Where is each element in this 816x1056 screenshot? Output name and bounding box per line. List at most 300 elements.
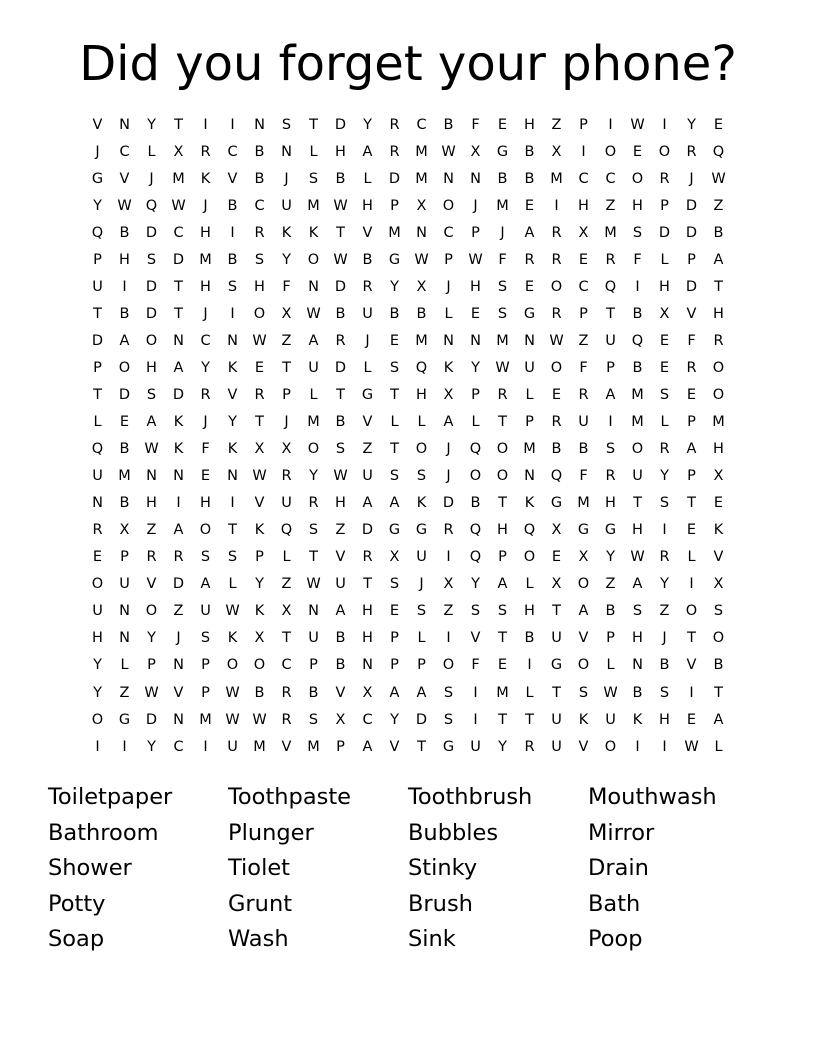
grid-letter: Y bbox=[93, 657, 102, 674]
grid-row bbox=[84, 111, 732, 138]
grid-letter: J bbox=[446, 468, 451, 485]
grid-letter: E bbox=[119, 414, 130, 431]
grid-letter: X bbox=[362, 684, 373, 701]
grid-letter: R bbox=[659, 441, 670, 458]
grid-letter: O bbox=[550, 359, 563, 376]
grid-letter: B bbox=[524, 170, 535, 187]
grid-letter: U bbox=[578, 414, 589, 431]
grid-letter: K bbox=[632, 711, 643, 728]
grid-letter: P bbox=[309, 657, 318, 674]
grid-letter: Y bbox=[660, 576, 669, 593]
grid-letter: Z bbox=[281, 576, 292, 593]
word-list-item: Brush bbox=[408, 890, 473, 917]
grid-letter: E bbox=[497, 116, 508, 133]
grid-letter: G bbox=[91, 170, 104, 187]
grid-letter: R bbox=[254, 224, 265, 241]
grid-letter: R bbox=[578, 386, 589, 403]
grid-letter: O bbox=[145, 603, 158, 620]
grid-letter: R bbox=[92, 522, 103, 539]
grid-letter: O bbox=[91, 576, 104, 593]
grid-letter: C bbox=[362, 711, 373, 728]
grid-letter: C bbox=[281, 657, 292, 674]
grid-letter: H bbox=[632, 630, 643, 647]
grid-letter: L bbox=[714, 738, 723, 755]
grid-letter: A bbox=[632, 576, 643, 593]
grid-letter: M bbox=[415, 332, 428, 349]
grid-letter: R bbox=[389, 116, 400, 133]
grid-letter: Y bbox=[147, 738, 156, 755]
grid-letter: V bbox=[335, 549, 346, 566]
grid-letter: W bbox=[252, 332, 267, 349]
grid-letter: Y bbox=[93, 197, 102, 214]
grid-letter: Q bbox=[712, 143, 725, 160]
grid-letter: X bbox=[578, 224, 589, 241]
grid-letter: R bbox=[281, 468, 292, 485]
grid-letter: B bbox=[227, 251, 238, 268]
grid-letter: W bbox=[711, 170, 726, 187]
grid-letter: B bbox=[119, 441, 130, 458]
grid-letter: C bbox=[416, 116, 427, 133]
grid-letter: M bbox=[199, 711, 212, 728]
grid-letter: V bbox=[470, 630, 481, 647]
grid-letter: A bbox=[713, 711, 724, 728]
grid-letter: S bbox=[578, 684, 589, 701]
grid-letter: J bbox=[284, 170, 289, 187]
grid-letter: R bbox=[551, 251, 562, 268]
grid-letter: L bbox=[471, 414, 480, 431]
grid-letter: D bbox=[685, 197, 698, 214]
grid-letter: L bbox=[147, 143, 156, 160]
grid-letter: Z bbox=[443, 603, 454, 620]
grid-letter: B bbox=[713, 657, 724, 674]
grid-letter: Z bbox=[605, 576, 616, 593]
grid-letter: E bbox=[632, 143, 643, 160]
grid-letter: D bbox=[334, 359, 347, 376]
word-list-item: Plunger bbox=[228, 819, 314, 846]
grid-letter: R bbox=[281, 684, 292, 701]
grid-letter: B bbox=[335, 305, 346, 322]
word-list-item: Tiolet bbox=[228, 855, 290, 881]
grid-letter: A bbox=[308, 332, 319, 349]
grid-letter: U bbox=[200, 603, 211, 620]
grid-letter: O bbox=[442, 197, 455, 214]
grid-letter: B bbox=[497, 170, 508, 187]
grid-letter: W bbox=[225, 603, 240, 620]
grid-letter: X bbox=[173, 143, 184, 160]
grid-letter: Q bbox=[550, 468, 563, 485]
grid-letter: W bbox=[144, 441, 159, 458]
grid-letter: M bbox=[496, 332, 509, 349]
grid-letter: G bbox=[361, 386, 374, 403]
grid-letter: T bbox=[336, 224, 345, 241]
grid-letter: L bbox=[363, 170, 372, 187]
grid-letter: T bbox=[606, 305, 615, 322]
grid-letter: P bbox=[579, 116, 588, 133]
grid-letter: B bbox=[578, 441, 589, 458]
grid-letter: A bbox=[146, 414, 157, 431]
grid-letter: E bbox=[254, 359, 265, 376]
grid-letter: D bbox=[334, 278, 347, 295]
word-list-item: Potty bbox=[48, 890, 106, 917]
grid-letter: P bbox=[93, 251, 102, 268]
grid-letter: H bbox=[92, 630, 103, 647]
grid-letter: T bbox=[714, 278, 723, 295]
grid-letter: H bbox=[200, 278, 211, 295]
grid-letter: O bbox=[442, 657, 455, 674]
grid-letter: H bbox=[632, 197, 643, 214]
grid-letter: G bbox=[496, 143, 509, 160]
grid-letter: B bbox=[443, 116, 454, 133]
grid-letter: M bbox=[118, 468, 131, 485]
grid-letter: I bbox=[230, 116, 235, 133]
grid-letter: S bbox=[254, 251, 265, 268]
grid-letter: Y bbox=[147, 116, 156, 133]
grid-letter: T bbox=[174, 305, 183, 322]
grid-letter: B bbox=[632, 684, 643, 701]
grid-letter: E bbox=[389, 332, 400, 349]
grid-letter: U bbox=[227, 738, 238, 755]
grid-letter: C bbox=[578, 278, 589, 295]
grid-letter: A bbox=[173, 359, 184, 376]
grid-row bbox=[84, 544, 732, 571]
grid-letter: H bbox=[470, 278, 481, 295]
grid-letter: N bbox=[254, 116, 265, 133]
grid-letter: X bbox=[470, 143, 481, 160]
grid-letter: Q bbox=[91, 224, 104, 241]
grid-letter: I bbox=[203, 116, 208, 133]
grid-letter: B bbox=[551, 441, 562, 458]
grid-letter: O bbox=[118, 359, 131, 376]
grid-letter: T bbox=[390, 441, 399, 458]
grid-letter: R bbox=[497, 386, 508, 403]
grid-letter: Q bbox=[469, 441, 482, 458]
grid-letter: B bbox=[470, 495, 481, 512]
grid-letter: W bbox=[468, 251, 483, 268]
grid-letter: T bbox=[498, 630, 507, 647]
grid-letter: V bbox=[362, 224, 373, 241]
grid-letter: C bbox=[443, 224, 454, 241]
grid-letter: I bbox=[203, 738, 208, 755]
grid-letter: N bbox=[173, 468, 184, 485]
grid-letter: V bbox=[713, 549, 724, 566]
grid-letter: D bbox=[685, 278, 698, 295]
grid-letter: N bbox=[443, 170, 454, 187]
grid-letter: S bbox=[497, 278, 508, 295]
grid-letter: T bbox=[228, 522, 237, 539]
grid-letter: P bbox=[417, 657, 426, 674]
grid-letter: O bbox=[226, 657, 239, 674]
grid-letter: S bbox=[632, 603, 643, 620]
grid-letter: S bbox=[227, 549, 238, 566]
grid-letter: T bbox=[174, 278, 183, 295]
grid-letter: S bbox=[470, 603, 481, 620]
grid-letter: K bbox=[254, 522, 265, 539]
grid-letter: I bbox=[581, 143, 586, 160]
grid-letter: S bbox=[416, 603, 427, 620]
grid-letter: Y bbox=[147, 630, 156, 647]
grid-letter: H bbox=[200, 224, 211, 241]
grid-letter: U bbox=[605, 332, 616, 349]
grid-letter: D bbox=[172, 386, 185, 403]
grid-letter: R bbox=[605, 468, 616, 485]
grid-letter: N bbox=[173, 711, 184, 728]
grid-letter: M bbox=[577, 495, 590, 512]
grid-letter: B bbox=[632, 359, 643, 376]
word-list-item: Mouthwash bbox=[588, 784, 717, 810]
grid-letter: Z bbox=[146, 522, 157, 539]
grid-letter: V bbox=[92, 116, 103, 133]
grid-letter: U bbox=[605, 711, 616, 728]
grid-letter: N bbox=[227, 468, 238, 485]
grid-letter: W bbox=[225, 684, 240, 701]
grid-letter: S bbox=[443, 711, 454, 728]
grid-letter: Z bbox=[281, 332, 292, 349]
grid-letter: B bbox=[254, 143, 265, 160]
grid-letter: U bbox=[308, 359, 319, 376]
grid-letter: Y bbox=[471, 576, 480, 593]
grid-letter: C bbox=[605, 170, 616, 187]
grid-letter: O bbox=[307, 441, 320, 458]
grid-letter: X bbox=[281, 603, 292, 620]
grid-letter: H bbox=[200, 495, 211, 512]
grid-letter: L bbox=[525, 386, 534, 403]
grid-letter: Y bbox=[687, 116, 696, 133]
grid-letter: B bbox=[524, 143, 535, 160]
grid-letter: M bbox=[307, 738, 320, 755]
grid-letter: U bbox=[362, 305, 373, 322]
grid-letter: F bbox=[471, 116, 480, 133]
grid-letter: F bbox=[687, 332, 696, 349]
grid-letter: T bbox=[309, 549, 318, 566]
grid-letter: S bbox=[659, 495, 670, 512]
grid-letter: M bbox=[631, 386, 644, 403]
grid-letter: N bbox=[524, 332, 535, 349]
grid-letter: B bbox=[713, 224, 724, 241]
grid-letter: R bbox=[659, 549, 670, 566]
grid-letter: B bbox=[308, 684, 319, 701]
grid-letter: I bbox=[662, 116, 667, 133]
grid-letter: H bbox=[632, 522, 643, 539]
grid-letter: D bbox=[118, 386, 131, 403]
grid-letter: S bbox=[632, 224, 643, 241]
grid-letter: P bbox=[255, 549, 264, 566]
grid-letter: X bbox=[659, 305, 670, 322]
grid-letter: G bbox=[388, 251, 401, 268]
grid-letter: H bbox=[362, 603, 373, 620]
grid-letter: R bbox=[686, 359, 697, 376]
grid-letter: I bbox=[230, 495, 235, 512]
grid-letter: O bbox=[577, 657, 590, 674]
grid-letter: A bbox=[362, 738, 373, 755]
grid-letter: W bbox=[252, 711, 267, 728]
grid-letter: J bbox=[203, 197, 208, 214]
grid-letter: O bbox=[307, 251, 320, 268]
grid-letter: Q bbox=[91, 441, 104, 458]
grid-letter: F bbox=[201, 441, 210, 458]
grid-letter: R bbox=[362, 549, 373, 566]
grid-letter: N bbox=[281, 143, 292, 160]
grid-letter: C bbox=[200, 332, 211, 349]
grid-letter: D bbox=[172, 251, 185, 268]
grid-letter: X bbox=[254, 441, 265, 458]
grid-letter: B bbox=[119, 495, 130, 512]
grid-letter: M bbox=[199, 251, 212, 268]
grid-letter: I bbox=[689, 684, 694, 701]
grid-letter: A bbox=[335, 603, 346, 620]
grid-letter: D bbox=[658, 224, 671, 241]
grid-letter: Y bbox=[228, 414, 237, 431]
grid-letter: T bbox=[174, 116, 183, 133]
grid-letter: J bbox=[176, 630, 181, 647]
grid-letter: J bbox=[284, 414, 289, 431]
grid-letter: T bbox=[633, 495, 642, 512]
grid-row bbox=[84, 300, 732, 327]
grid-letter: D bbox=[685, 224, 698, 241]
grid-letter: K bbox=[443, 359, 454, 376]
grid-letter: I bbox=[554, 197, 559, 214]
word-list-item: Stinky bbox=[408, 855, 478, 881]
grid-letter: B bbox=[254, 170, 265, 187]
grid-letter: K bbox=[173, 441, 184, 458]
grid-letter: B bbox=[416, 305, 427, 322]
grid-letter: P bbox=[390, 197, 399, 214]
grid-letter: W bbox=[684, 738, 699, 755]
word-list-item: Toothpaste bbox=[228, 784, 351, 810]
grid-letter: A bbox=[416, 684, 427, 701]
grid-letter: J bbox=[446, 278, 451, 295]
grid-letter: N bbox=[173, 332, 184, 349]
grid-letter: N bbox=[146, 468, 157, 485]
grid-letter: P bbox=[201, 684, 210, 701]
grid-letter: L bbox=[309, 386, 318, 403]
grid-letter: X bbox=[578, 549, 589, 566]
grid-letter: V bbox=[227, 170, 238, 187]
grid-letter: M bbox=[604, 224, 617, 241]
grid-letter: U bbox=[92, 603, 103, 620]
grid-letter: X bbox=[119, 522, 130, 539]
grid-letter: W bbox=[630, 549, 645, 566]
grid-letter: M bbox=[496, 197, 509, 214]
grid-letter: Q bbox=[469, 549, 482, 566]
grid-letter: J bbox=[500, 224, 505, 241]
grid-row bbox=[84, 625, 732, 652]
grid-row bbox=[84, 138, 732, 165]
grid-letter: Z bbox=[713, 197, 724, 214]
grid-letter: Y bbox=[390, 711, 399, 728]
grid-letter: W bbox=[630, 116, 645, 133]
grid-letter: T bbox=[552, 684, 561, 701]
grid-letter: B bbox=[335, 657, 346, 674]
grid-letter: N bbox=[119, 630, 130, 647]
grid-letter: L bbox=[525, 576, 534, 593]
grid-letter: N bbox=[470, 170, 481, 187]
grid-letter: U bbox=[362, 468, 373, 485]
grid-letter: M bbox=[388, 224, 401, 241]
grid-row bbox=[84, 354, 732, 381]
word-list-item: Drain bbox=[588, 855, 649, 881]
grid-letter: V bbox=[254, 495, 265, 512]
grid-letter: R bbox=[686, 143, 697, 160]
grid-letter: L bbox=[390, 414, 399, 431]
grid-letter: H bbox=[524, 603, 535, 620]
grid-letter: N bbox=[173, 657, 184, 674]
grid-letter: D bbox=[91, 332, 104, 349]
grid-letter: X bbox=[713, 468, 724, 485]
grid-letter: B bbox=[389, 305, 400, 322]
grid-letter: X bbox=[389, 549, 400, 566]
grid-letter: Q bbox=[280, 522, 293, 539]
grid-letter: K bbox=[227, 359, 238, 376]
grid-letter: X bbox=[416, 197, 427, 214]
grid-letter: E bbox=[551, 386, 562, 403]
grid-letter: T bbox=[498, 414, 507, 431]
grid-letter: D bbox=[442, 495, 455, 512]
grid-letter: G bbox=[388, 522, 401, 539]
grid-letter: N bbox=[308, 603, 319, 620]
grid-letter: C bbox=[119, 143, 130, 160]
grid-letter: P bbox=[687, 414, 696, 431]
grid-letter: B bbox=[605, 603, 616, 620]
grid-letter: X bbox=[443, 386, 454, 403]
grid-letter: V bbox=[686, 657, 697, 674]
grid-letter: D bbox=[361, 522, 374, 539]
grid-letter: A bbox=[686, 441, 697, 458]
grid-letter: M bbox=[415, 143, 428, 160]
grid-letter: N bbox=[92, 495, 103, 512]
grid-row bbox=[84, 409, 732, 436]
grid-letter: X bbox=[254, 630, 265, 647]
grid-letter: S bbox=[389, 359, 400, 376]
grid-letter: N bbox=[632, 657, 643, 674]
grid-letter: M bbox=[172, 170, 185, 187]
grid-letter: Q bbox=[145, 197, 158, 214]
grid-letter: H bbox=[146, 495, 157, 512]
grid-letter: Y bbox=[606, 549, 615, 566]
grid-letter: Y bbox=[390, 278, 399, 295]
grid-letter: W bbox=[441, 143, 456, 160]
grid-row bbox=[84, 192, 732, 219]
grid-letter: O bbox=[253, 305, 266, 322]
grid-letter: T bbox=[255, 414, 264, 431]
grid-letter: P bbox=[606, 630, 615, 647]
grid-letter: Z bbox=[335, 522, 346, 539]
grid-letter: Z bbox=[173, 603, 184, 620]
grid-row bbox=[84, 463, 732, 490]
word-list-item: Wash bbox=[228, 926, 289, 952]
grid-letter: K bbox=[173, 414, 184, 431]
grid-letter: I bbox=[122, 738, 127, 755]
grid-row bbox=[84, 165, 732, 192]
grid-letter: J bbox=[95, 143, 100, 160]
word-list-item: Bubbles bbox=[408, 819, 499, 846]
grid-row bbox=[84, 706, 732, 733]
grid-letter: R bbox=[713, 332, 724, 349]
grid-letter: I bbox=[473, 684, 478, 701]
grid-letter: V bbox=[146, 576, 157, 593]
grid-letter: G bbox=[523, 305, 536, 322]
grid-letter: X bbox=[281, 305, 292, 322]
grid-letter: C bbox=[173, 224, 184, 241]
grid-letter: O bbox=[199, 522, 212, 539]
grid-letter: W bbox=[414, 251, 429, 268]
grid-letter: M bbox=[550, 170, 563, 187]
grid-letter: S bbox=[146, 251, 157, 268]
grid-letter: O bbox=[631, 441, 644, 458]
grid-letter: S bbox=[146, 386, 157, 403]
grid-letter: R bbox=[605, 251, 616, 268]
grid-letter: N bbox=[362, 657, 373, 674]
grid-letter: W bbox=[603, 684, 618, 701]
